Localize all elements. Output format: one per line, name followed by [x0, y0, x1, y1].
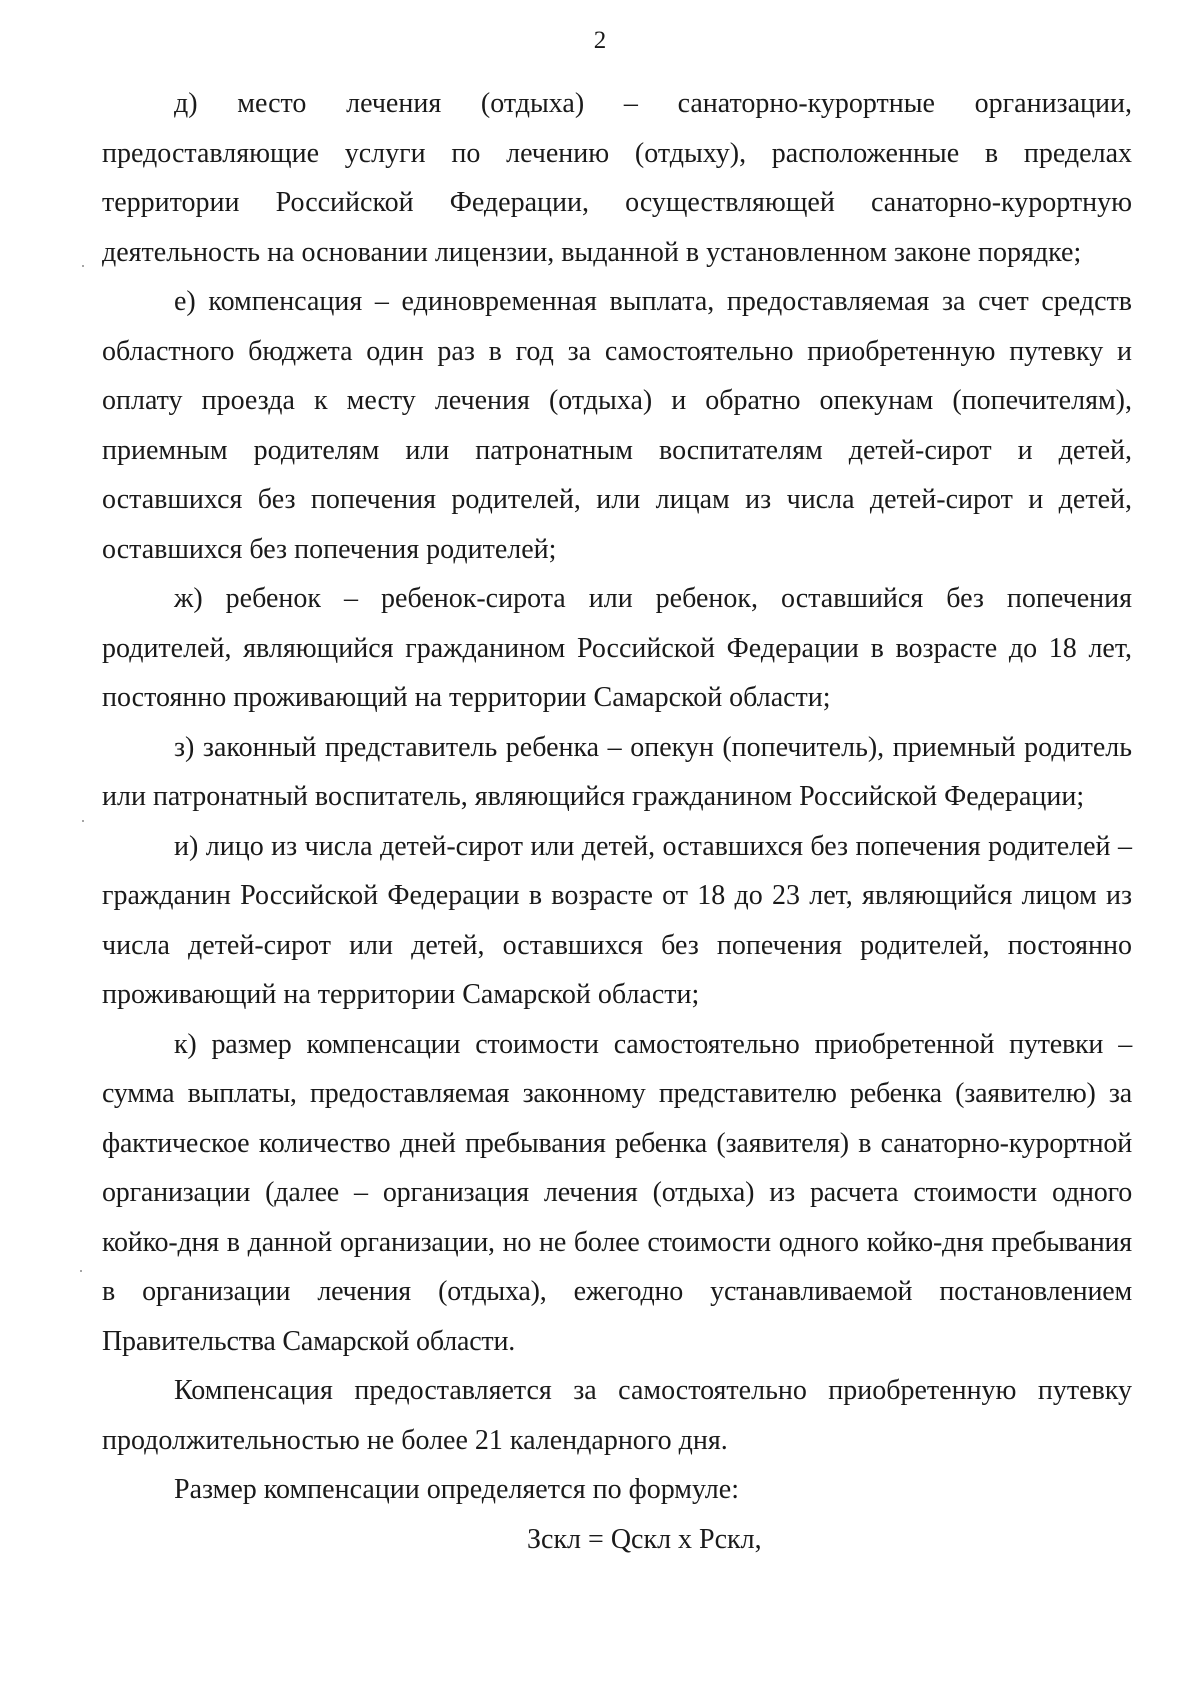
formula-intro-paragraph: Размер компенсации определяется по формуле:	[174, 1474, 739, 1505]
definition-i: и) лицо из числа детей-сирот или детей, оставшихся без попечения родителей – гражданин Российской Федерации в возрасте от 18 до 23 лет, являющийся лицом из числа детей-сирот или детей, оставшихся без попечения родителей, постоянно проживающий на территории Самарской области;	[102, 830, 1132, 1010]
document-body	[102, 79, 1132, 1564]
definition-k: к) размер компенсации стоимости самостоятельно приобретенной путевки – сумма выплаты, предоставляемая законному представителю ребенка (заявителю) за фактическое количество дней пребывания ребенка (заявителя) в санаторно-курортной организации (далее – организация лечения (отдыха) из расчета стоимости одного койко-дня в данной организации, но не более стоимости одного койко-дня пребывания в организации лечения (отдыха), ежегодно устанавливаемой постановлением Правительства Самарской области.	[102, 1028, 1132, 1357]
compensation-formula: Зскл = Qскл х Рскл,	[527, 1523, 762, 1555]
compensation-duration-paragraph: Компенсация предоставляется за самостоятельно приобретенную путевку продолжительностью не более 21 календарного дня.	[102, 1375, 1132, 1456]
scan-margin-mark	[82, 265, 84, 267]
definition-d: д) место лечения (отдыха) – санаторно-курортные организации, предоставляющие услуги по лечению (отдыху), расположенные в пределах территории Российской Федерации, осуществляющей санаторно-курортную деятельность на основании лицензии, выданной в установленном законе порядке;	[102, 88, 1132, 268]
definition-e: е) компенсация – единовременная выплата, предоставляемая за счет средств областного бюджета один раз в год за самостоятельно приобретенную путевку и оплату проезда к месту лечения (отдыха) и обратно опекунам (попечителям), приемным родителям или патронатным воспитателям детей-сирот и детей, оставшихся без попечения родителей, или лицам из числа детей-сирот и детей, оставшихся без попечения родителей;	[102, 286, 1132, 565]
scan-margin-mark	[80, 1270, 82, 1272]
scan-margin-mark	[82, 820, 84, 822]
definition-zh: ж) ребенок – ребенок-сирота или ребенок, оставшийся без попечения родителей, являющийся гражданином Российской Федерации в возрасте до 18 лет, постоянно проживающий на территории Самарской области;	[102, 583, 1132, 713]
page-number: 2	[593, 27, 607, 54]
definition-z: з) законный представитель ребенка – опекун (попечитель), приемный родитель или патронатный воспитатель, являющийся гражданином Российской Федерации;	[102, 731, 1132, 812]
